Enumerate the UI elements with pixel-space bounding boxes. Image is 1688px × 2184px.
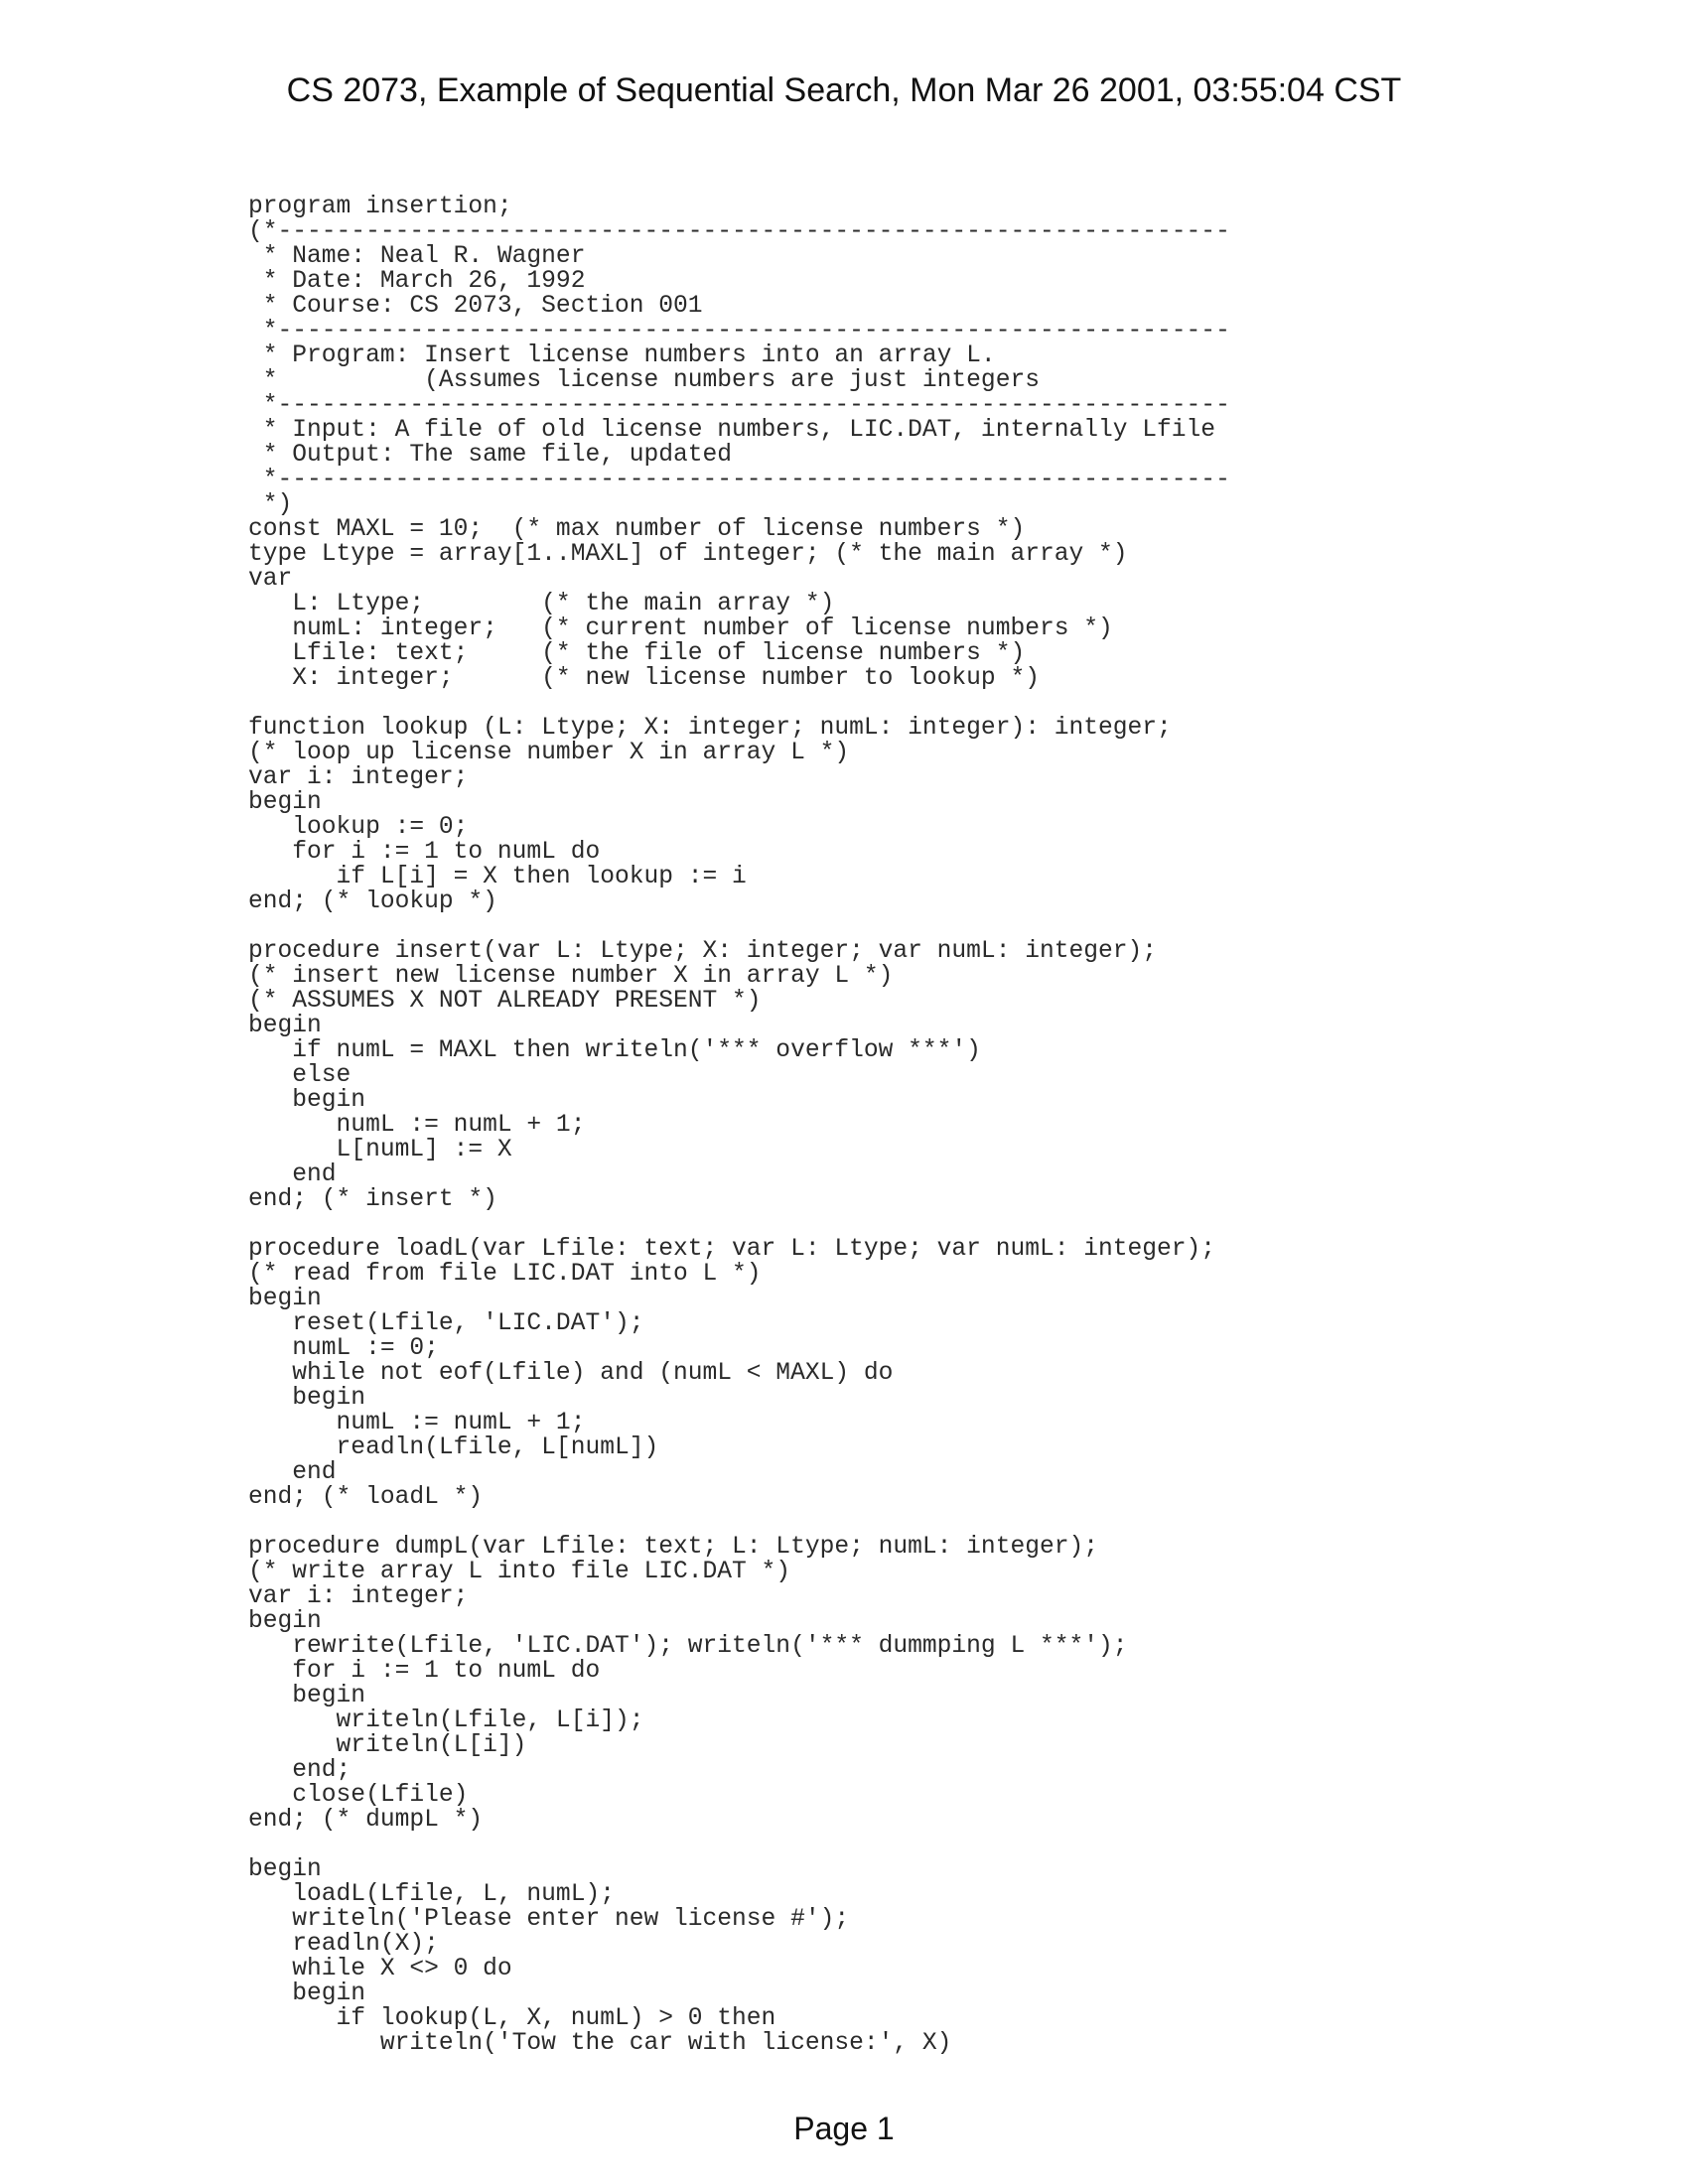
code-line: program insertion; bbox=[248, 194, 512, 220]
code-line: * Course: CS 2073, Section 001 bbox=[248, 293, 703, 320]
code-line: writeln('Please enter new license #'); bbox=[248, 1906, 850, 1933]
code-line: *) bbox=[248, 491, 293, 518]
code-line: * Name: Neal R. Wagner bbox=[248, 243, 586, 270]
code-line: end; bbox=[248, 1757, 352, 1784]
code-line: readln(X); bbox=[248, 1931, 439, 1958]
code-line: begin bbox=[248, 1013, 322, 1039]
code-line: begin bbox=[248, 1683, 366, 1709]
code-line: for i := 1 to numL do bbox=[248, 1658, 601, 1685]
code-line: begin bbox=[248, 1608, 322, 1635]
code-line bbox=[248, 914, 1230, 939]
code-listing bbox=[248, 195, 1230, 2056]
code-line: numL := numL + 1; bbox=[248, 1410, 586, 1436]
code-line: (* ASSUMES X NOT ALREADY PRESENT *) bbox=[248, 988, 762, 1015]
code-line: readln(Lfile, L[numL]) bbox=[248, 1434, 659, 1461]
code-line: begin bbox=[248, 789, 322, 816]
code-line bbox=[248, 1212, 1230, 1237]
code-line bbox=[248, 1833, 1230, 1857]
code-line: else bbox=[248, 1062, 352, 1089]
code-line: writeln(Lfile, L[i]); bbox=[248, 1707, 644, 1734]
code-line: end; (* dumpL *) bbox=[248, 1807, 484, 1834]
code-line: end; (* insert *) bbox=[248, 1186, 497, 1213]
code-line: while not eof(Lfile) and (numL < MAXL) do bbox=[248, 1360, 894, 1387]
code-line: L[numL] := X bbox=[248, 1137, 512, 1163]
page-header-title: CS 2073, Example of Sequential Search, Mon Mar 26 2001, 03:55:04 CST bbox=[286, 71, 1402, 109]
code-line: loadL(Lfile, L, numL); bbox=[248, 1881, 615, 1908]
code-line bbox=[248, 691, 1230, 716]
code-line: while X <> 0 do bbox=[248, 1956, 512, 1982]
code-line: end; (* loadL *) bbox=[248, 1484, 484, 1511]
code-line: begin bbox=[248, 1980, 366, 2007]
code-line: X: integer; (* new license number to lookup *) bbox=[248, 665, 1040, 692]
code-line: if numL = MAXL then writeln('*** overflow ***') bbox=[248, 1037, 981, 1064]
code-line: type Ltype = array[1..MAXL] of integer; (* the main array *) bbox=[248, 541, 1128, 568]
code-line: begin bbox=[248, 1856, 322, 1883]
code-line: var i: integer; bbox=[248, 764, 469, 791]
code-line: numL := 0; bbox=[248, 1335, 439, 1362]
code-line: *----------------------------------------------------------------- bbox=[248, 392, 1230, 419]
code-line: numL := numL + 1; bbox=[248, 1112, 586, 1139]
code-line: *----------------------------------------------------------------- bbox=[248, 467, 1230, 493]
code-line: * Input: A file of old license numbers, LIC.DAT, internally Lfile bbox=[248, 417, 1216, 444]
code-line: L: Ltype; (* the main array *) bbox=[248, 591, 835, 617]
code-line: (* write array L into file LIC.DAT *) bbox=[248, 1559, 791, 1585]
code-line: * Date: March 26, 1992 bbox=[248, 268, 586, 295]
code-line: lookup := 0; bbox=[248, 814, 469, 841]
code-line: (*----------------------------------------------------------------- bbox=[248, 218, 1230, 245]
code-line: Lfile: text; (* the file of license numbers *) bbox=[248, 640, 1026, 667]
code-line: *----------------------------------------------------------------- bbox=[248, 318, 1230, 344]
code-line: (* loop up license number X in array L *) bbox=[248, 740, 850, 766]
code-line: begin bbox=[248, 1087, 366, 1114]
page-number: Page 1 bbox=[793, 2111, 895, 2146]
code-line: function lookup (L: Ltype; X: integer; numL: integer): integer; bbox=[248, 715, 1172, 742]
code-line: end bbox=[248, 1459, 337, 1486]
code-line: procedure insert(var L: Ltype; X: integer; var numL: integer); bbox=[248, 938, 1158, 965]
code-line: begin bbox=[248, 1286, 322, 1312]
code-line: if L[i] = X then lookup := i bbox=[248, 864, 747, 890]
code-line: var bbox=[248, 566, 293, 593]
code-line: writeln(L[i]) bbox=[248, 1732, 527, 1759]
code-line: * Output: The same file, updated bbox=[248, 442, 733, 469]
code-line: reset(Lfile, 'LIC.DAT'); bbox=[248, 1310, 644, 1337]
code-line: close(Lfile) bbox=[248, 1782, 469, 1809]
code-line: var i: integer; bbox=[248, 1583, 469, 1610]
code-line: rewrite(Lfile, 'LIC.DAT'); writeln('*** dummping L ***'); bbox=[248, 1633, 1128, 1660]
code-line: (* read from file LIC.DAT into L *) bbox=[248, 1261, 762, 1288]
code-line: for i := 1 to numL do bbox=[248, 839, 601, 866]
code-line: end; (* lookup *) bbox=[248, 888, 497, 915]
code-line: end bbox=[248, 1161, 337, 1188]
code-line: (* insert new license number X in array L *) bbox=[248, 963, 894, 990]
code-line: numL: integer; (* current number of license numbers *) bbox=[248, 615, 1113, 642]
code-line: if lookup(L, X, numL) > 0 then bbox=[248, 2005, 776, 2032]
code-line: procedure dumpL(var Lfile: text; L: Ltype; numL: integer); bbox=[248, 1534, 1099, 1561]
code-line: * (Assumes license numbers are just integers bbox=[248, 367, 1040, 394]
code-line: const MAXL = 10; (* max number of license numbers *) bbox=[248, 516, 1026, 543]
code-line: begin bbox=[248, 1385, 366, 1412]
code-line: * Program: Insert license numbers into an array L. bbox=[248, 342, 996, 369]
code-line bbox=[248, 1510, 1230, 1535]
code-line: writeln('Tow the car with license:', X) bbox=[248, 2030, 952, 2057]
code-line: procedure loadL(var Lfile: text; var L: Ltype; var numL: integer); bbox=[248, 1236, 1216, 1263]
